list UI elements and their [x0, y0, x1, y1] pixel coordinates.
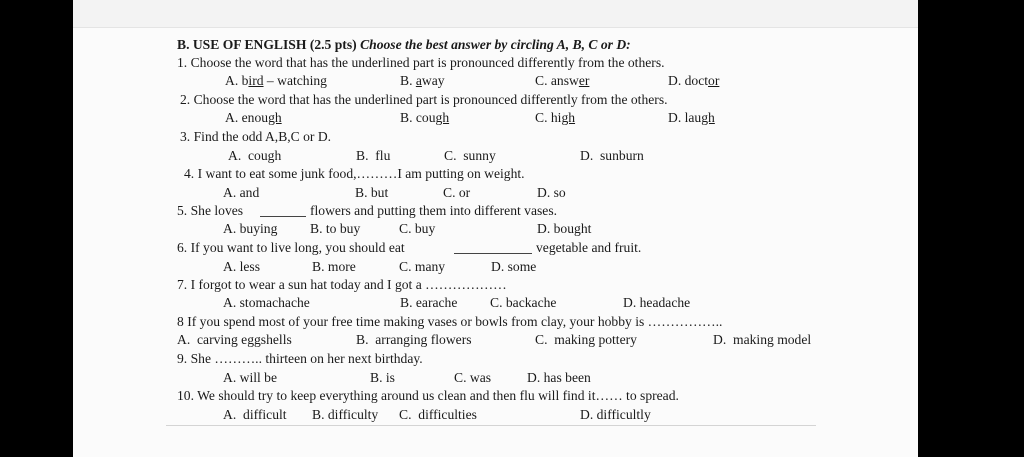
- question-text-after: flowers and putting them into different vases.: [310, 203, 558, 218]
- question-text: We should try to keep everything around us clean and then flu will find it…… to spread.: [197, 388, 679, 403]
- q4-option-d[interactable]: D. so: [537, 185, 566, 200]
- q10-option-c[interactable]: C. difficulties: [399, 407, 477, 422]
- q8-option-a[interactable]: A. carving eggshells: [177, 332, 292, 347]
- question-text: Find the odd A,B,C or D.: [193, 129, 332, 144]
- question-3: [180, 129, 331, 145]
- section-instruction: Choose the best answer by circling A, B, C or D:: [360, 37, 631, 52]
- q6-option-b[interactable]: B. more: [312, 259, 356, 274]
- question-text: Choose the word that has the underlined part is pronounced differently from the others.: [190, 55, 665, 70]
- question-number: 8: [177, 314, 184, 329]
- q10-option-a[interactable]: A. difficult: [223, 407, 287, 422]
- question-9: [177, 351, 423, 367]
- q8-option-c[interactable]: C. making pottery: [535, 332, 637, 347]
- question-5: [177, 203, 243, 219]
- q7-option-d[interactable]: D. headache: [623, 295, 691, 310]
- q9-option-b[interactable]: B. is: [370, 370, 395, 385]
- q3-option-b[interactable]: B. flu: [356, 148, 391, 163]
- question-text: She ……….. thirteen on her next birthday.: [190, 351, 423, 366]
- question-text: Choose the word that has the underlined part is pronounced differently from the others.: [193, 92, 668, 107]
- q8-option-b[interactable]: B. arranging flowers: [356, 332, 472, 347]
- question-text-before: She loves: [190, 203, 244, 218]
- section-label: B. USE OF ENGLISH (2.5 pts): [177, 37, 357, 52]
- bottom-divider: [166, 425, 816, 426]
- question-number: 4.: [184, 166, 195, 181]
- q10-option-d[interactable]: D. difficultly: [580, 407, 651, 422]
- q6-option-a[interactable]: A. less: [223, 259, 261, 274]
- q3-option-a[interactable]: A. cough: [228, 148, 282, 163]
- answer-blank: [260, 216, 306, 217]
- q4-option-c[interactable]: C. or: [443, 185, 471, 200]
- question-2: [180, 92, 668, 108]
- question-number: 6.: [177, 240, 188, 255]
- q1-option-c[interactable]: C. answer: [535, 73, 590, 88]
- question-text: I want to eat some junk food,………I am putting on weight.: [197, 166, 525, 181]
- question-number: 9.: [177, 351, 188, 366]
- q6-option-d[interactable]: D. some: [491, 259, 537, 274]
- question-7: [177, 277, 507, 293]
- question-text: I forgot to wear a sun hat today and I got a ………………: [190, 277, 507, 292]
- q6-option-c[interactable]: C. many: [399, 259, 446, 274]
- q2-option-a[interactable]: A. enough: [225, 110, 282, 125]
- q9-option-c[interactable]: C. was: [454, 370, 492, 385]
- question-6: [177, 240, 405, 256]
- q2-option-d[interactable]: D. laugh: [668, 110, 715, 125]
- question-8: [177, 314, 722, 330]
- page-top-band: [73, 0, 918, 28]
- q4-option-a[interactable]: A. and: [223, 185, 260, 200]
- q7-option-c[interactable]: C. backache: [490, 295, 557, 310]
- answer-blank: [454, 253, 532, 254]
- section-header: [177, 37, 631, 53]
- question-10: [177, 388, 679, 404]
- q7-option-b[interactable]: B. earache: [400, 295, 458, 310]
- q3-option-d[interactable]: D. sunburn: [580, 148, 644, 163]
- question-text-after: vegetable and fruit.: [536, 240, 642, 255]
- q1-option-d[interactable]: D. doctor: [668, 73, 720, 88]
- q8-option-d[interactable]: D. making model: [713, 332, 812, 347]
- question-number: 7.: [177, 277, 188, 292]
- q2-option-c[interactable]: C. high: [535, 110, 576, 125]
- q1-option-a[interactable]: A. bird – watching: [225, 73, 327, 88]
- question-number: 2.: [180, 92, 191, 107]
- question-text: If you spend most of your free time making vases or bowls from clay, your hobby is ……………..: [187, 314, 723, 329]
- q1-option-b[interactable]: B. away: [400, 73, 445, 88]
- q9-option-a[interactable]: A. will be: [223, 370, 278, 385]
- question-text-before: If you want to live long, you should eat: [190, 240, 405, 255]
- q5-option-a[interactable]: A. buying: [223, 221, 278, 236]
- q4-option-b[interactable]: B. but: [355, 185, 389, 200]
- q9-option-d[interactable]: D. has been: [527, 370, 591, 385]
- question-number: 10.: [177, 388, 194, 403]
- q5-option-b[interactable]: B. to buy: [310, 221, 361, 236]
- q10-option-b[interactable]: B. difficulty: [312, 407, 379, 422]
- document-page: [73, 0, 918, 457]
- q5-option-c[interactable]: C. buy: [399, 221, 436, 236]
- q7-option-a[interactable]: A. stomachache: [223, 295, 310, 310]
- question-1: [177, 55, 665, 71]
- question-number: 1.: [177, 55, 188, 70]
- q2-option-b[interactable]: B. cough: [400, 110, 450, 125]
- question-number: 3.: [180, 129, 191, 144]
- question-4: [184, 166, 525, 182]
- q3-option-c[interactable]: C. sunny: [444, 148, 496, 163]
- question-number: 5.: [177, 203, 188, 218]
- q5-option-d[interactable]: D. bought: [537, 221, 592, 236]
